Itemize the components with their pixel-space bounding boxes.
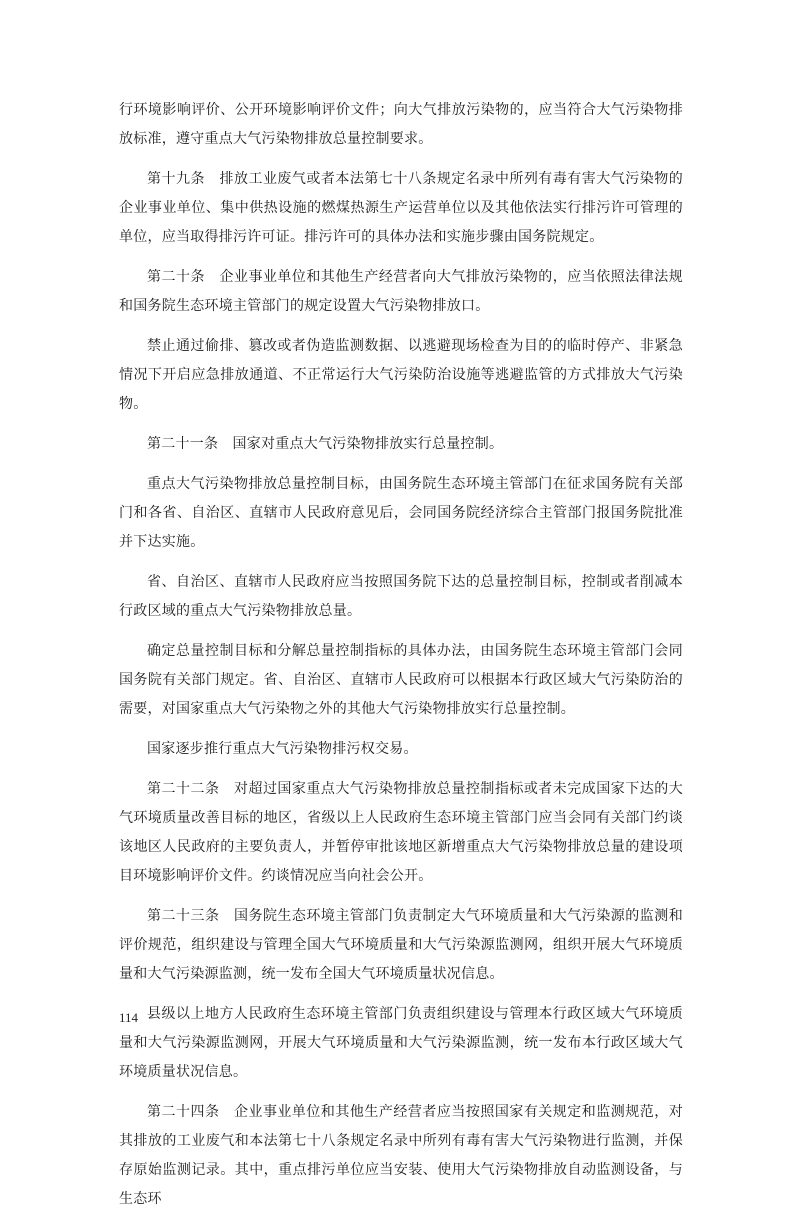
article-20-paragraph: 第二十条 企业事业单位和其他生产经营者向大气排放污染物的，应当依照法律法规和国务院生态环境主管部门的规定设置大气污染物排放口。: [119, 269, 683, 314]
article-21-target-paragraph: 重点大气污染物排放总量控制目标，由国务院生态环境主管部门在征求国务院有关部门和各省、自治区、直辖市人民政府意见后，会同国务院经济综合主管部门报国务院批准并下达实施。: [119, 476, 683, 550]
article-23-paragraph: 第二十三条 国务院生态环境主管部门负责制定大气环境质量和大气污染源的监测和评价规范，组织建设与管理全国大气环境质量和大气污染源监测网，组织开展大气环境质量和大气污染源监测，统一发布全国大气环境质量状况信息。: [119, 908, 683, 982]
article-21-trading-paragraph: 国家逐步推行重点大气污染物排污权交易。: [147, 741, 418, 757]
article-23-local-paragraph: 县级以上地方人民政府生态环境主管部门负责组织建设与管理本行政区域大气环境质量和大气污染源监测网，开展大气环境质量和大气污染源监测，统一发布本行政区域大气环境质量状况信息。: [119, 1006, 683, 1080]
page-number: 114: [119, 1010, 139, 1025]
article-24-paragraph: 第二十四条 企业事业单位和其他生产经营者应当按照国家有关规定和监测规范，对其排放的工业废气和本法第七十八条规定名录中所列有毒有害大气污染物进行监测，并保存原始监测记录。其中，重点排污单位应当安装、使用大气污染物排放自动监测设备，与生态环: [119, 1104, 683, 1207]
body-text: [119, 96, 683, 1225]
article-19-paragraph: 第十九条 排放工业废气或者本法第七十八条规定名录中所列有毒有害大气污染物的企业事业单位、集中供热设施的燃煤热源生产运营单位以及其他依法实行排污许可管理的单位，应当取得排污许可证。排污许可的具体办法和实施步骤由国务院规定。: [119, 171, 683, 245]
paragraph-continuation: 行环境影响评价、公开环境影响评价文件；向大气排放污染物的，应当符合大气污染物排放标准，遵守重点大气污染物排放总量控制要求。: [119, 102, 683, 147]
article-21-method-paragraph: 确定总量控制目标和分解总量控制指标的具体办法，由国务院生态环境主管部门会同国务院有关部门规定。省、自治区、直辖市人民政府可以根据本行政区域大气污染防治的需要，对国家重点大气污染物之外的其他大气污染物排放实行总量控制。: [119, 643, 683, 717]
article-20-prohibition-paragraph: 禁止通过偷排、篡改或者伪造监测数据、以逃避现场检查为目的的临时停产、非紧急情况下开启应急排放通道、不正常运行大气污染防治设施等逃避监管的方式排放大气污染物。: [119, 338, 683, 412]
article-21-paragraph: 第二十一条 国家对重点大气污染物排放实行总量控制。: [147, 436, 504, 452]
article-22-paragraph: 第二十二条 对超过国家重点大气污染物排放总量控制指标或者未完成国家下达的大气环境质量改善目标的地区，省级以上人民政府生态环境主管部门应当会同有关部门约谈该地区人民政府的主要负责人，并暂停审批该地区新增重点大气污染物排放总量的建设项目环境影响评价文件。约谈情况应当向社会公开。: [119, 781, 683, 884]
article-21-provincial-paragraph: 省、自治区、直辖市人民政府应当按照国务院下达的总量控制目标，控制或者削减本行政区域的重点大气污染物排放总量。: [119, 574, 683, 619]
